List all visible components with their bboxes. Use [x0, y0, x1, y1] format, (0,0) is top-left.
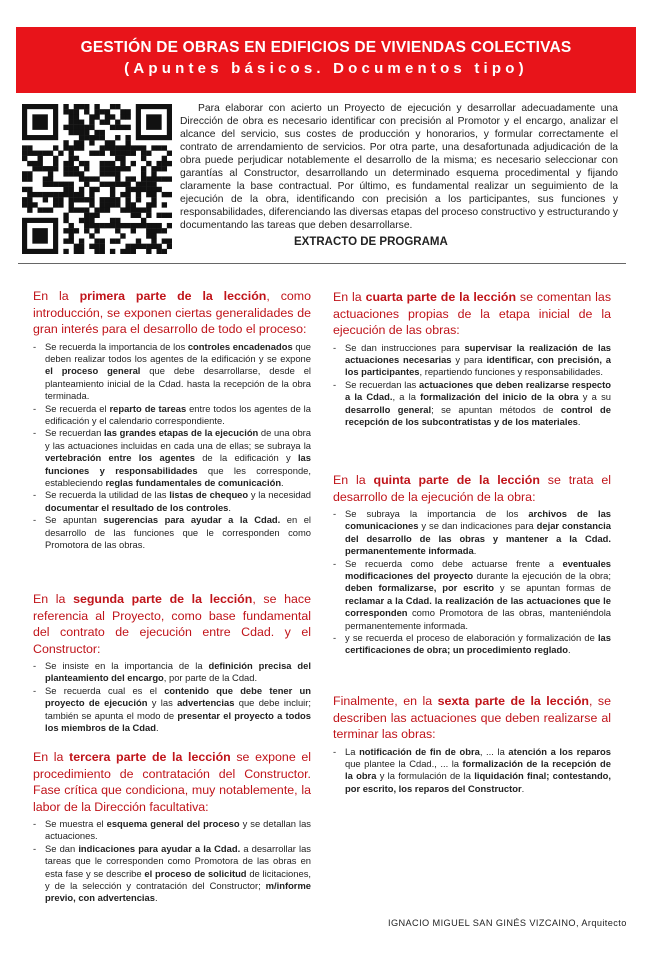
bullet-text: y la necesidad: [248, 489, 312, 501]
bullet-item: [33, 403, 311, 428]
heading-prefix: En la: [333, 290, 366, 304]
heading-emphasis: segunda parte de la lección: [73, 592, 253, 606]
bullet-text: de una obra y las actuaciones incluidas en cada una de ellas; se subraya la: [45, 427, 311, 451]
section-heading: [33, 749, 311, 815]
bullet-text: .: [154, 892, 158, 904]
bullet-text: .: [473, 545, 477, 557]
bullet-emphasis: advertencias: [177, 697, 235, 709]
bullet-emphasis: formalización de la recepción de la obra: [345, 757, 611, 782]
bullet-text: ; se apuntan métodos de: [431, 403, 561, 415]
page-subtitle: (Apuntes básicos. Documentos tipo): [124, 60, 528, 77]
bullet-list: [33, 660, 311, 734]
bullet-text: Se dan instrucciones para: [345, 341, 465, 353]
heading-emphasis: tercera parte de la lección: [69, 750, 231, 764]
bullet-emphasis: el proceso general: [45, 365, 141, 377]
bullet-text: , ... la: [479, 745, 509, 757]
bullet-text: Se recuerdan: [45, 427, 104, 439]
bullet-emphasis: notificación de fin de obra: [359, 745, 480, 757]
bullet-list: [333, 746, 611, 796]
bullet-text: , repartiendo funciones y responsabilidades.: [419, 366, 603, 378]
bullet-text: y las: [147, 697, 178, 709]
bullet-text: que plantee la Cdad., ... la: [345, 757, 463, 769]
bullet-item: [333, 746, 611, 796]
bullet-text: Se apuntan: [45, 514, 104, 526]
bullet-text: .: [577, 415, 581, 427]
bullet-item: [33, 843, 311, 905]
bullet-text: .: [281, 476, 284, 488]
section-part-6: [333, 693, 611, 795]
bullet-text: Se recuerda la utilidad de las: [45, 489, 170, 501]
bullet-emphasis: supervisar la realización de las actuaciones necesarias: [345, 341, 611, 365]
heading-suffix: , se hace referencia al Proyecto, como base fundamental del contrato de ejecución entre Cdad. y el Constructor:: [33, 592, 311, 656]
bullet-emphasis: liquidación final; contestando, por escrito, los reparos del Constructor: [345, 770, 612, 794]
bullet-item: [333, 558, 611, 632]
bullet-text: que les corresponde, estableciendo: [45, 464, 311, 488]
author-signature: IGNACIO MIGUEL SAN GINÉS VIZCAINO, Arquitecto: [388, 918, 627, 928]
bullet-text: y se apuntan formas de: [493, 582, 611, 594]
bullet-text: y se recuerda el proceso de elaboración y formalización de: [345, 632, 598, 644]
bullet-emphasis: reglas fundamentales de comunicación: [105, 476, 282, 488]
bullet-text: Se dan: [45, 842, 79, 854]
section-heading: [333, 289, 611, 339]
bullet-emphasis: atención a los reparos: [508, 745, 611, 757]
bullet-emphasis: deben formalizarse, por escrito: [345, 582, 494, 594]
bullet-text: , a la: [392, 391, 421, 403]
bullet-emphasis: desarrollo general: [345, 403, 432, 415]
heading-emphasis: sexta parte de la lección: [437, 694, 589, 708]
bullet-emphasis: m/informe previo, con advertencias: [45, 880, 311, 904]
bullet-emphasis: reparto de tareas: [109, 402, 187, 414]
bullet-item: [333, 632, 611, 657]
section-part-3: [33, 749, 311, 905]
bullet-text: y a su: [578, 391, 611, 403]
bullet-text: como Promotora de las obras, manteniéndola permanentemente informada.: [345, 607, 611, 631]
bullet-text: y se detallan las actuaciones.: [45, 818, 311, 842]
section-heading: [333, 472, 611, 505]
page-title: GESTIÓN DE OBRAS EN EDIFICIOS DE VIVIENDAS COLECTIVAS: [80, 39, 572, 56]
heading-prefix: En la: [33, 750, 70, 764]
bullet-text: que debe incluir; también se apunta el modo de: [45, 697, 311, 721]
bullet-text: Se insiste en la importancia de la: [45, 660, 209, 671]
bullet-text: .: [155, 722, 159, 734]
bullet-item: [33, 341, 311, 403]
bullet-text: Se recuerdan las: [345, 378, 420, 390]
bullet-emphasis: dejar constancia del desarrollo de las obras y mantener a la Cdad. permanentemente informada: [345, 520, 611, 557]
section-part-5: [333, 472, 611, 657]
bullet-text: a desarrollar las tareas que le corresponden como Promotora de las obras en esta fase y se describe: [45, 842, 311, 879]
bullet-text: entre todos los agentes de la edificación y el calendario correspondiente.: [45, 402, 311, 426]
bullet-emphasis: listas de chequeo: [169, 489, 249, 501]
bullet-text: y la formulación de la: [376, 770, 475, 782]
bullet-emphasis: definición precisa del planteamiento del encargo: [45, 660, 311, 684]
bullet-item: [33, 685, 311, 735]
bullet-item: [333, 508, 611, 558]
bullet-list: [333, 342, 611, 429]
bullet-emphasis: control de recepción de los subcontratistas y de los materiales: [345, 403, 611, 427]
bullet-emphasis: las grandes etapas de la ejecución: [103, 427, 259, 439]
bullet-emphasis: esquema general del proceso: [106, 818, 240, 829]
section-heading: [333, 693, 611, 743]
bullet-item: [33, 489, 311, 514]
heading-suffix: se comentan las actuaciones propias de la etapa inicial de la ejecución de las obras:: [333, 290, 612, 337]
bullet-text: , por parte de la Cdad.: [163, 672, 258, 684]
bullet-emphasis: actuaciones que deben realizarse respecto a la Cdad.: [345, 378, 611, 403]
bullet-text: Se recuerda como debe actuarse frente a: [345, 557, 563, 569]
divider: [18, 263, 626, 264]
heading-suffix: se trata el desarrollo de la ejecución de la obra:: [333, 473, 611, 504]
section-heading: [33, 591, 311, 657]
bullet-list: [33, 818, 311, 905]
bullet-text: que deben realizar todos los agentes de la edificación y se expone: [45, 340, 312, 364]
bullet-emphasis: sugerencias para ayudar a la Cdad.: [103, 514, 281, 526]
bullet-text: Se recuerda la importancia de los: [45, 340, 188, 352]
bullet-emphasis: eventuales modificaciones del proyecto: [345, 557, 611, 582]
bullet-text: Se subraya la importancia de los: [345, 508, 529, 519]
bullet-text: Se recuerda el: [45, 402, 110, 414]
bullet-item: [333, 342, 611, 379]
heading-emphasis: quinta parte de la lección: [373, 473, 540, 487]
bullet-emphasis: reclamar a la Cdad. la realización de las actuaciones que le corresponden: [345, 594, 611, 619]
bullet-text: durante la ejecución de la obra;: [473, 570, 611, 582]
bullet-emphasis: controles encadenados: [187, 340, 293, 352]
bullet-text: Se muestra el: [45, 818, 107, 829]
qr-code-icon[interactable]: [22, 104, 172, 254]
bullet-emphasis: vertebración entre los agentes: [45, 452, 195, 464]
bullet-emphasis: presentar el proyecto a todos los miembros de la Cdad: [45, 709, 312, 734]
bullet-item: [33, 660, 311, 685]
heading-prefix: Finalmente, en la: [333, 694, 438, 708]
bullet-text: en el desarrollo de las funciones que le corresponden como Promotora de las obras.: [45, 514, 311, 550]
bullet-text: .: [228, 501, 231, 513]
bullet-text: y se dan indicaciones para: [418, 520, 537, 532]
page-header: [16, 27, 636, 93]
bullet-emphasis: contenido que debe tener un proyecto de ejecución: [45, 684, 312, 709]
heading-prefix: En la: [33, 592, 74, 606]
bullet-list: [33, 341, 311, 552]
bullet-emphasis: las certificaciones de obra; un procedimiento reglado: [345, 632, 611, 656]
bullet-emphasis: archivos de las comunicaciones: [345, 508, 611, 532]
heading-emphasis: cuarta parte de la lección: [365, 290, 517, 304]
bullet-emphasis: identificar, con precisión, a los participantes: [345, 353, 611, 378]
bullet-item: [33, 818, 311, 843]
bullet-emphasis: formalización del inicio de la obra: [420, 391, 579, 403]
bullet-emphasis: indicaciones para ayudar a la Cdad.: [78, 842, 241, 854]
heading-emphasis: primera parte de la lección: [79, 289, 267, 303]
bullet-text: y para: [451, 353, 487, 365]
heading-suffix: se expone el procedimiento de contratación del Constructor. Fase crítica que condiciona, muy notablemente, la labor de la Dirección facultativa:: [33, 750, 311, 814]
section-heading: [33, 288, 311, 338]
section-part-1: [33, 288, 311, 551]
bullet-list: [333, 508, 611, 657]
intro-paragraph: Para elaborar con acierto un Proyecto de ejecución y desarrollar adecuadamente una Dirección de obra es necesario identificar con precisión al Promotor y el encargo, analizar el alcance del servicio, sus costes de producción y honorarios, y formular correctamente el contrato de arrendamiento de servicios. Por otra parte, una desafortunada adjudicación de la obra puede perjudicar notablemente el desarrollo de la misma; es necesario seleccionar con garantías al Constructor, desarrollando un determinado esquema procedimental y fijando claramente la base contractual. Por último, es fundamental realizar un seguimiento de la ejecución de la obra, identificando con precisión a los participantes, sus funciones y responsabilidades, diferenciando las diversas etapas del proceso constructivo y estructurando y documentando las tareas que deben desarrollarse.: [180, 103, 618, 231]
bullet-text: .: [567, 644, 571, 656]
bullet-text: .: [521, 782, 525, 794]
heading-suffix: , como introducción, se exponen ciertas generalidades de gran interés para el desarrollo de todo el proceso:: [33, 289, 312, 336]
heading-suffix: , se describen las actuaciones que deben realizarse al terminar las obras:: [333, 694, 611, 741]
bullet-emphasis: documentar el resultado de los controles: [45, 501, 229, 513]
bullet-item: [33, 514, 311, 551]
bullet-emphasis: el proceso de solicitud: [144, 867, 247, 879]
bullet-text: que debe desarrollarse, desde el planteamiento inicial de la Cdad. hasta la recepción de la obra terminada.: [45, 365, 311, 402]
heading-prefix: En la: [333, 473, 374, 487]
bullet-emphasis: las funciones y responsabilidades: [45, 452, 311, 476]
bullet-text: Se recuerda cual es el: [45, 684, 165, 696]
bullet-item: [33, 427, 311, 489]
heading-prefix: En la: [33, 289, 80, 303]
bullet-item: [333, 379, 611, 429]
bullet-text: de la edificación y: [194, 452, 298, 464]
bullet-text: La: [345, 745, 360, 757]
bullet-text: de licitaciones, y de la selección y contratación del Constructor;: [45, 867, 311, 892]
extract-heading: EXTRACTO DE PROGRAMA: [294, 236, 448, 248]
section-part-2: [33, 591, 311, 734]
section-part-4: [333, 289, 611, 428]
